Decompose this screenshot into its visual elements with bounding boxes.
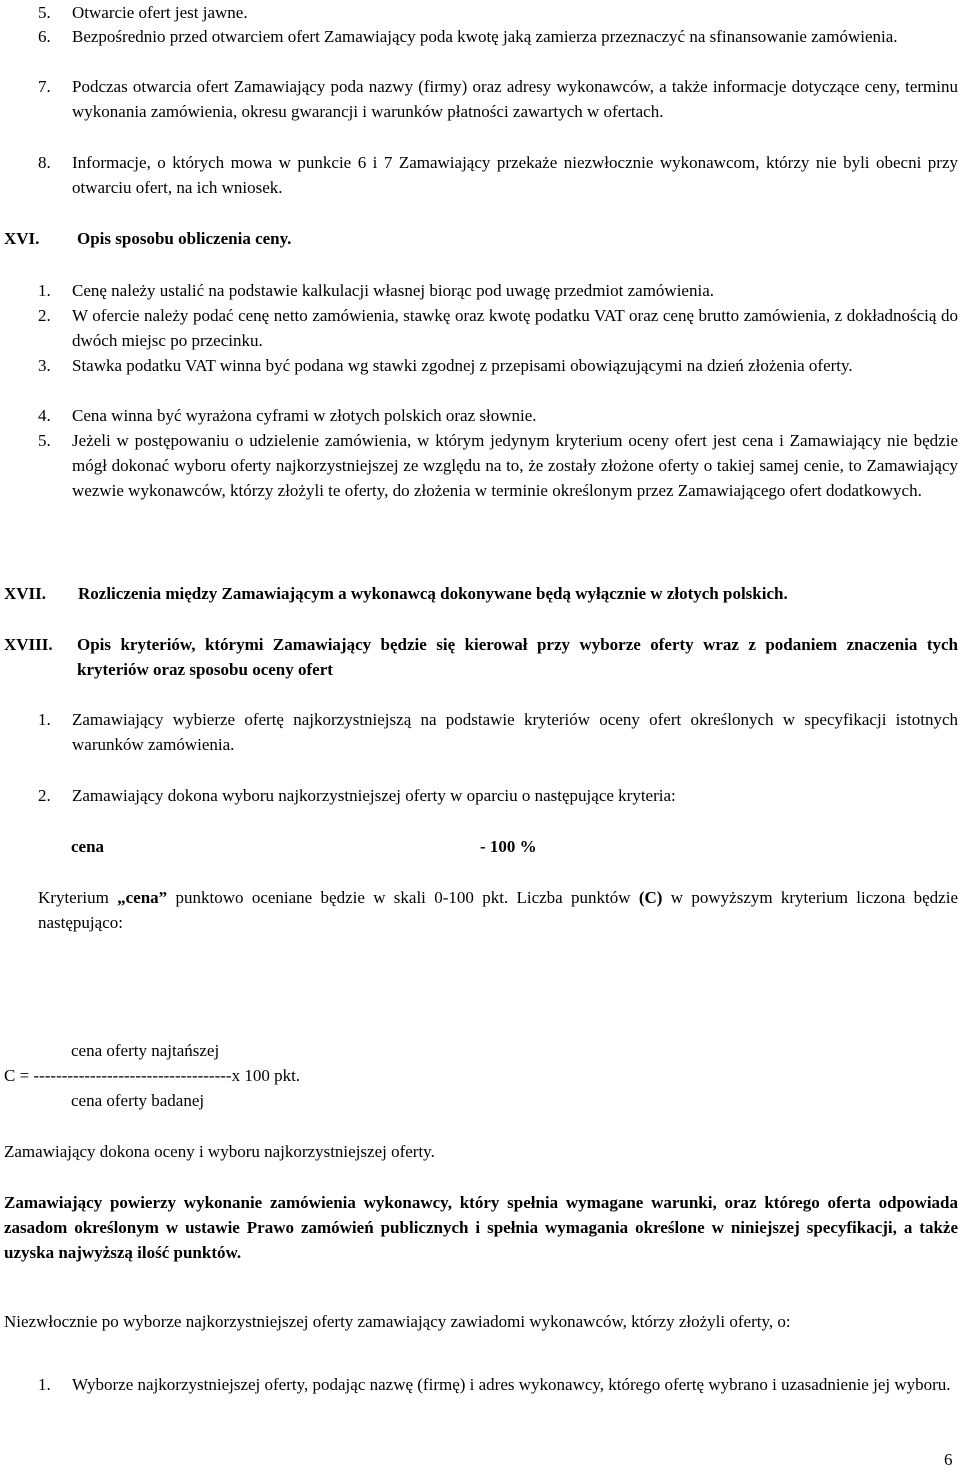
list-item (38, 1372, 958, 1397)
item-number: 5. (38, 431, 51, 450)
section-number: XVII. (4, 584, 47, 603)
formula-main: C = -----------------------------------x 100 pkt. (4, 1066, 301, 1085)
formula-numerator: cena oferty najtańszej (71, 1041, 220, 1060)
criterion-description-suffix: w powyższym kryterium liczona będzie następująco: (38, 888, 958, 932)
item-number: 4. (38, 406, 51, 425)
item-text: W ofercie należy podać cenę netto zamówienia, stawkę oraz kwotę podatku VAT oraz cenę brutto zamówienia, z dokładnością do dwóch miejsc po przecinku. (72, 306, 958, 350)
item-text: Bezpośrednio przed otwarciem ofert Zamawiający poda kwotę jaką zamierza przeznaczyć na sfinansowanie zamówienia. (72, 27, 898, 46)
item-text: Otwarcie ofert jest jawne. (72, 3, 248, 22)
section-title: Opis sposobu obliczenia ceny. (77, 229, 292, 248)
section-heading (4, 632, 958, 682)
section-number: XVIII. (4, 635, 53, 654)
list-item (38, 353, 958, 378)
criterion-description-symbol: (C) (638, 888, 663, 907)
item-number: 6. (38, 27, 51, 46)
list-item (38, 0, 958, 25)
evaluation-paragraph: Zamawiający dokona oceny i wyboru najkorzystniejszej oferty. (4, 1142, 435, 1161)
list-item (38, 150, 958, 200)
notification-paragraph: Niezwłocznie po wyborze najkorzystniejszej oferty zamawiający zawiadomi wykonawców, którzy złożyli oferty, o: (4, 1312, 791, 1331)
section-title: Rozliczenia między Zamawiającym a wykonawcą dokonywane będą wyłącznie w złotych polskich. (78, 584, 788, 603)
list-item (38, 403, 958, 428)
item-number: 5. (38, 3, 51, 22)
formula-denominator: cena oferty badanej (71, 1091, 205, 1110)
list-item (38, 428, 958, 503)
criterion-description (38, 885, 958, 935)
criterion-name: cena (71, 837, 105, 856)
award-paragraph: Zamawiający powierzy wykonanie zamówienia wykonawcy, który spełnia wymagane warunki, oraz którego oferta odpowiada zasadom określonym w ustawie Prawo zamówień publicznych i spełnia wymagania określone w niniejszej specyfikacji, a także uzyska najwyższą ilość punktów. (4, 1193, 958, 1262)
item-text: Zamawiający wybierze ofertę najkorzystniejszą na podstawie kryteriów oceny ofert określonych w specyfikacji istotnych warunków zamówienia. (72, 710, 958, 754)
item-text: Jeżeli w postępowaniu o udzielenie zamówienia, w którym jedynym kryterium oceny ofert jest cena i Zamawiający nie będzie mógł dokonać wyboru oferty najkorzystniejszej ze względu na to, że zostały złożone oferty o takiej samej cenie, to Zamawiający wezwie wykonawców, którzy złożyli te oferty, do złożenia w terminie określonym przez Zamawiającego ofert dodatkowych. (72, 431, 958, 500)
list-item (38, 24, 958, 49)
section-number: XVI. (4, 229, 40, 248)
item-number: 1. (38, 710, 51, 729)
item-number: 7. (38, 77, 51, 96)
section-title: Opis kryteriów, którymi Zamawiający będzie się kierował przy wyborze oferty wraz z podaniem znaczenia tych kryteriów oraz sposobu oceny ofert (77, 635, 958, 679)
item-number: 1. (38, 281, 51, 300)
section-heading (4, 226, 958, 251)
list-item (38, 74, 958, 124)
criterion-description-middle: punktowo oceniane będzie w skali 0-100 pkt. Liczba punktów (167, 888, 639, 907)
criterion-description-prefix: Kryterium (38, 888, 118, 907)
item-text: Cenę należy ustalić na podstawie kalkulacji własnej biorąc pod uwagę przedmiot zamówienia. (72, 281, 714, 300)
section-heading (4, 581, 958, 606)
list-item (38, 303, 958, 353)
list-item (38, 783, 958, 808)
criterion-description-name: „cena” (117, 888, 168, 907)
item-number: 1. (38, 1375, 51, 1394)
item-text: Cena winna być wyrażona cyframi w złotych polskich oraz słownie. (72, 406, 537, 425)
item-text: Informacje, o których mowa w punkcie 6 i 7 Zamawiający przekaże niezwłocznie wykonawcom, którzy nie byli obecni przy otwarciu ofert, na ich wniosek. (72, 153, 958, 197)
list-item (38, 707, 958, 757)
criterion-weight: - 100 % (480, 837, 537, 856)
list-item (38, 278, 958, 303)
item-text: Podczas otwarcia ofert Zamawiający poda nazwy (firmy) oraz adresy wykonawców, a także informacje dotyczące ceny, terminu wykonania zamówienia, okresu gwarancji i warunków płatności zawartych w ofertach. (72, 77, 958, 121)
item-text: Wyborze najkorzystniejszej oferty, podając nazwę (firmę) i adres wykonawcy, którego ofertę wybrano i uzasadnienie jej wyboru. (72, 1375, 951, 1394)
item-number: 2. (38, 306, 51, 325)
page-number: 6 (944, 1450, 953, 1469)
item-number: 8. (38, 153, 51, 172)
item-text: Stawka podatku VAT winna być podana wg stawki zgodnej z przepisami obowiązującymi na dzień złożenia oferty. (72, 356, 853, 375)
item-number: 3. (38, 356, 51, 375)
item-number: 2. (38, 786, 51, 805)
item-text: Zamawiający dokona wyboru najkorzystniejszej oferty w oparciu o następujące kryteria: (72, 786, 676, 805)
